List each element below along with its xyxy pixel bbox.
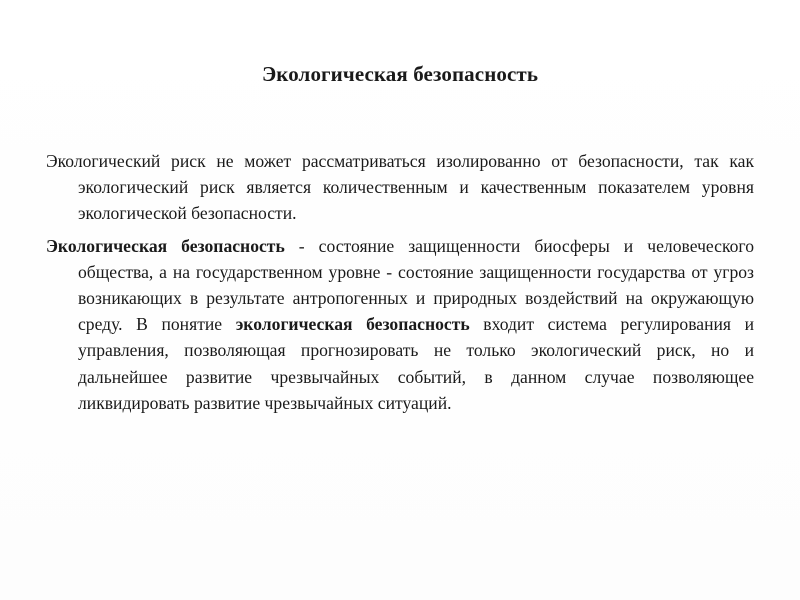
term-ecological-safety-inline: экологическая безопасность xyxy=(235,314,470,335)
slide-title: Экологическая безопасность xyxy=(261,62,539,86)
paragraph-risk: Экологический риск не может рассматриваться изолированно от безопасности, так как экологический риск является количественным и качественным показателем уровня экологической безопасности. xyxy=(46,151,754,224)
paragraph-definition xyxy=(46,233,754,416)
slide-body xyxy=(46,148,754,422)
term-ecological-safety: Экологическая безопасность xyxy=(46,235,285,256)
definition-continuation: входит система регулирования и управления, позволяющая прогнозировать не только экологический риск, но и дальнейшее развитие чрезвычайных событий, в данном случае позволяющее ликвидировать развитие чрезвычайных ситуаций. xyxy=(78,314,754,413)
definition-text: - состояние защищенности биосферы и человеческого общества, а на государственном уровне - состояние защищенности государства от угроз возникающих в результате антропогенных и природных воздействий на окружающую среду. В понятие xyxy=(78,235,754,335)
